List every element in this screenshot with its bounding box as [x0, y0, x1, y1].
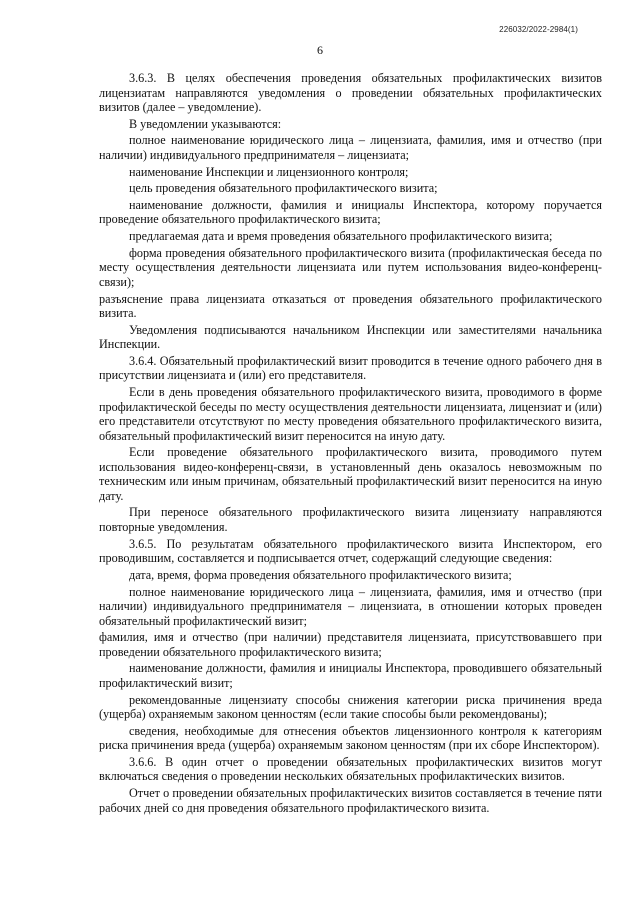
document-body	[99, 71, 602, 817]
list-item: дата, время, форма проведения обязательного профилактического визита;	[129, 567, 512, 582]
paragraph-signing: Уведомления подписываются начальником Инспекции или заместителями начальника Инспекции.	[99, 322, 602, 352]
paragraph-3-6-5: 3.6.5. По результатам обязательного профилактического визита Инспектором, его проводившим, составляется и подписывается отчет, содержащий следующие сведения:	[99, 536, 602, 566]
paragraph: Отчет о проведении обязательных профилактических визитов составляется в течение пяти рабочих дней со дня проведения обязательного профилактического визита.	[99, 786, 602, 815]
list-item: цель проведения обязательного профилактического визита;	[129, 181, 438, 196]
paragraph: При переносе обязательного профилактического визита лицензиату направляются повторные уведомления.	[99, 505, 602, 534]
list-item: форма проведения обязательного профилактического визита (профилактическая беседа по месту осуществления деятельности лицензиата или путем использования видео-конференц-связи);	[99, 245, 602, 289]
paragraph: Если в день проведения обязательного профилактического визита, проводимого в форме профилактической беседы по месту осуществления деятельности лицензиата, лицензиат и (или) его представители отсутствуют по месту проведения обязательного профилактического визита, обязательный профилактический визит переносится на иную дату.	[99, 385, 602, 443]
list-item: полное наименование юридического лица – лицензиата, фамилия, имя и отчество (при наличии) индивидуального предпринимателя – лицензиата;	[99, 133, 602, 162]
list-item: полное наименование юридического лица – лицензиата, фамилия, имя и отчество (при наличии) индивидуального предпринимателя – лицензиата, в отношении которых проведен обязательный профилактический визит;	[99, 584, 602, 628]
list-item: разъяснение права лицензиата отказаться от проведения обязательного профилактического визита.	[99, 291, 602, 320]
paragraph: Если проведение обязательного профилактического визита, проводимого путем использования видео-конференц-связи, в установленный день оказалось невозможным по техническим или иным причинам, обязательный профилактический визит переносится на иную дату.	[99, 445, 602, 503]
paragraph-3-6-3: 3.6.3. В целях обеспечения проведения обязательных профилактических визитов лицензиатам направляются уведомления о проведении обязательных профилактических визитов (далее – уведомление).	[99, 71, 602, 114]
list-item: наименование должности, фамилия и инициалы Инспектора, которому поручается проведение обязательного профилактического визита;	[99, 197, 602, 227]
list-item: рекомендованные лицензиату способы снижения категории риска причинения вреда (ущерба) охраняемым законом ценностям (если такие способы были рекомендованы);	[99, 692, 602, 722]
list-item: наименование Инспекции и лицензионного контроля;	[129, 164, 409, 179]
list-item: наименование должности, фамилия и инициалы Инспектора, проводившего обязательный профилактический визит;	[99, 661, 602, 690]
list-item: предлагаемая дата и время проведения обязательного профилактического визита;	[129, 229, 553, 244]
paragraph-3-6-6: 3.6.6. В один отчет о проведении обязательных профилактических визитов могут включаться сведения о проведении нескольких обязательных профилактических визитов.	[99, 754, 602, 784]
page-number: 6	[317, 43, 323, 57]
paragraph-3-6-4: 3.6.4. Обязательный профилактический визит проводится в течение одного рабочего дня в присутствии лицензиата и (или) его представителя.	[99, 353, 602, 383]
list-item: фамилия, имя и отчество (при наличии) представителя лицензиата, присутствовавшего при проведении обязательного профилактического визита;	[99, 630, 602, 659]
paragraph-notice-intro: В уведомлении указываются:	[129, 116, 282, 131]
document-number: 226032/2022-2984(1)	[499, 25, 578, 34]
list-item: сведения, необходимые для отнесения объектов лицензионного контроля к категориям риска причинения вреда (ущерба) охраняемым законом ценностям (при их сборе Инспектором).	[99, 723, 602, 753]
